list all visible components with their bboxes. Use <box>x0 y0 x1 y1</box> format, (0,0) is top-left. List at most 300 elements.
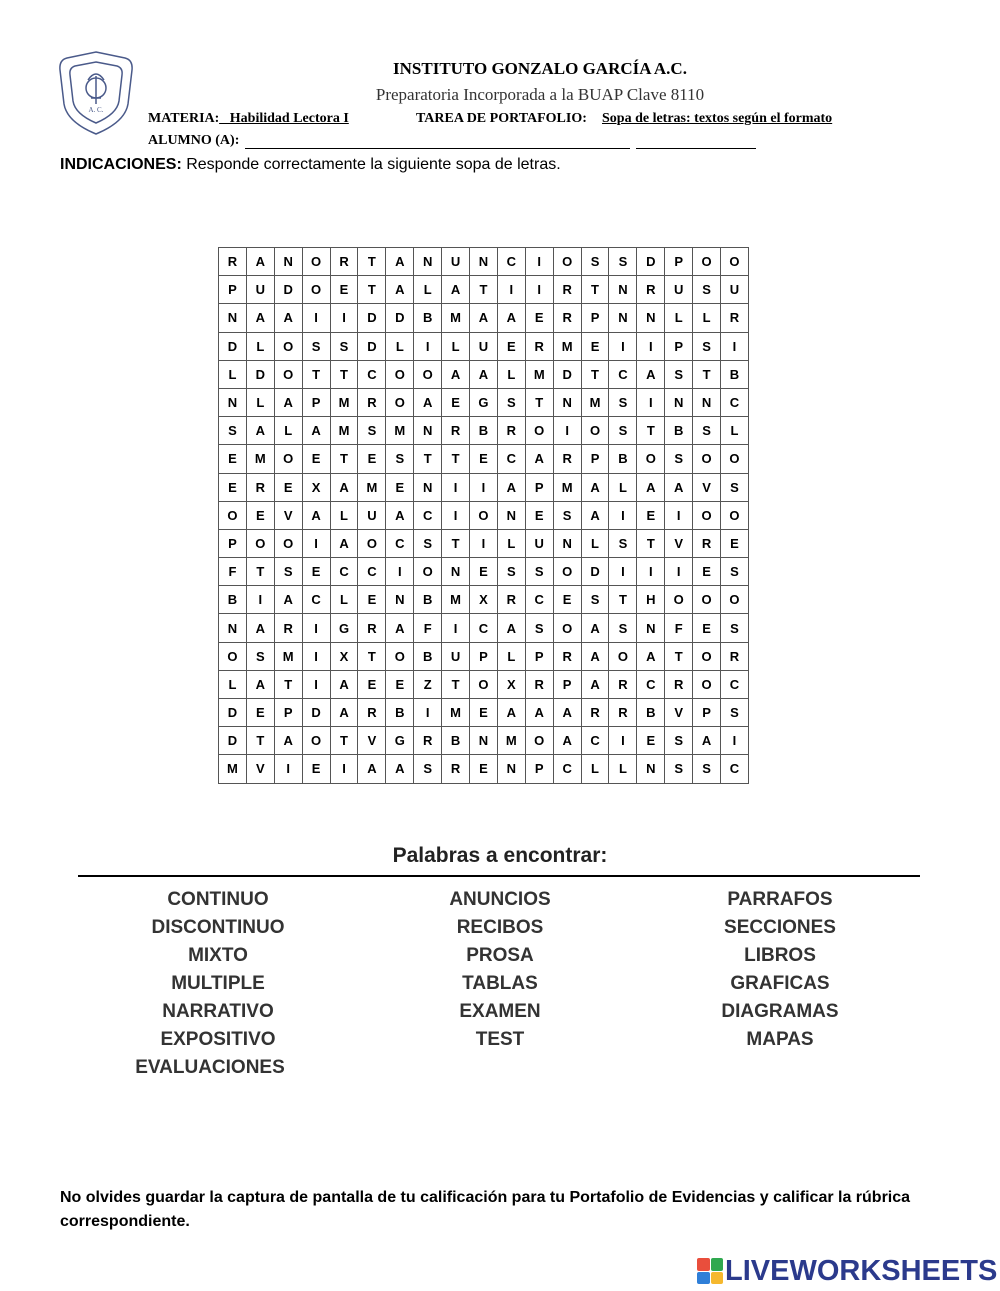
grid-cell[interactable]: A <box>497 614 525 642</box>
grid-cell[interactable]: T <box>330 727 358 755</box>
grid-cell[interactable]: O <box>721 248 749 276</box>
grid-cell[interactable]: P <box>470 642 498 670</box>
grid-cell[interactable]: S <box>665 360 693 388</box>
grid-cell[interactable]: E <box>219 445 247 473</box>
grid-cell[interactable]: S <box>665 727 693 755</box>
grid-cell[interactable]: M <box>358 473 386 501</box>
grid-cell[interactable]: D <box>219 727 247 755</box>
grid-cell[interactable]: I <box>609 501 637 529</box>
grid-cell[interactable]: P <box>693 699 721 727</box>
grid-cell[interactable]: S <box>525 614 553 642</box>
grid-cell[interactable]: M <box>442 699 470 727</box>
grid-cell[interactable]: L <box>609 755 637 783</box>
grid-cell[interactable]: D <box>358 332 386 360</box>
grid-cell[interactable]: N <box>553 388 581 416</box>
grid-cell[interactable]: L <box>330 501 358 529</box>
grid-cell[interactable]: N <box>497 501 525 529</box>
grid-cell[interactable]: A <box>581 501 609 529</box>
grid-cell[interactable]: A <box>637 642 665 670</box>
grid-cell[interactable]: A <box>274 586 302 614</box>
grid-cell[interactable]: N <box>609 304 637 332</box>
grid-cell[interactable]: L <box>330 586 358 614</box>
grid-cell[interactable]: S <box>609 614 637 642</box>
grid-cell[interactable]: A <box>470 360 498 388</box>
grid-cell[interactable]: A <box>637 473 665 501</box>
grid-cell[interactable]: M <box>274 642 302 670</box>
grid-cell[interactable]: M <box>442 586 470 614</box>
grid-cell[interactable]: T <box>693 360 721 388</box>
grid-cell[interactable]: T <box>442 670 470 698</box>
grid-cell[interactable]: R <box>442 417 470 445</box>
grid-cell[interactable]: N <box>414 417 442 445</box>
grid-cell[interactable]: D <box>637 248 665 276</box>
grid-cell[interactable]: N <box>553 529 581 557</box>
grid-cell[interactable]: N <box>637 304 665 332</box>
grid-cell[interactable]: T <box>302 360 330 388</box>
grid-cell[interactable]: R <box>721 642 749 670</box>
grid-cell[interactable]: B <box>414 642 442 670</box>
grid-cell[interactable]: L <box>581 755 609 783</box>
grid-cell[interactable]: I <box>246 586 274 614</box>
grid-cell[interactable]: P <box>553 670 581 698</box>
grid-cell[interactable]: C <box>302 586 330 614</box>
grid-cell[interactable]: P <box>219 276 247 304</box>
grid-cell[interactable]: O <box>553 248 581 276</box>
grid-cell[interactable]: O <box>470 501 498 529</box>
grid-cell[interactable]: E <box>302 445 330 473</box>
grid-cell[interactable]: T <box>665 642 693 670</box>
grid-cell[interactable]: T <box>330 445 358 473</box>
grid-cell[interactable]: V <box>665 699 693 727</box>
grid-cell[interactable]: R <box>609 670 637 698</box>
grid-cell[interactable]: M <box>330 417 358 445</box>
grid-cell[interactable]: U <box>470 332 498 360</box>
grid-cell[interactable]: M <box>553 332 581 360</box>
grid-cell[interactable]: T <box>414 445 442 473</box>
grid-cell[interactable]: I <box>274 755 302 783</box>
grid-cell[interactable]: S <box>219 417 247 445</box>
grid-cell[interactable]: I <box>302 304 330 332</box>
grid-cell[interactable]: S <box>721 558 749 586</box>
grid-cell[interactable]: S <box>693 755 721 783</box>
grid-cell[interactable]: C <box>470 614 498 642</box>
grid-cell[interactable]: S <box>581 248 609 276</box>
grid-cell[interactable]: I <box>414 699 442 727</box>
grid-cell[interactable]: U <box>246 276 274 304</box>
grid-cell[interactable]: N <box>497 755 525 783</box>
grid-cell[interactable]: T <box>358 248 386 276</box>
grid-cell[interactable]: I <box>470 529 498 557</box>
grid-cell[interactable]: O <box>693 248 721 276</box>
grid-cell[interactable]: V <box>274 501 302 529</box>
grid-cell[interactable]: U <box>721 276 749 304</box>
grid-cell[interactable]: E <box>246 501 274 529</box>
grid-cell[interactable]: A <box>330 699 358 727</box>
grid-cell[interactable]: M <box>246 445 274 473</box>
grid-cell[interactable]: P <box>581 304 609 332</box>
grid-cell[interactable]: R <box>665 670 693 698</box>
grid-cell[interactable]: M <box>497 727 525 755</box>
grid-cell[interactable]: E <box>470 558 498 586</box>
grid-cell[interactable]: N <box>442 558 470 586</box>
grid-cell[interactable]: A <box>386 501 414 529</box>
grid-cell[interactable]: I <box>665 501 693 529</box>
grid-cell[interactable]: R <box>525 332 553 360</box>
grid-cell[interactable]: C <box>414 501 442 529</box>
grid-cell[interactable]: O <box>470 670 498 698</box>
grid-cell[interactable]: P <box>525 755 553 783</box>
grid-cell[interactable]: R <box>219 248 247 276</box>
grid-cell[interactable]: A <box>637 360 665 388</box>
grid-cell[interactable]: E <box>386 670 414 698</box>
grid-cell[interactable]: F <box>665 614 693 642</box>
grid-cell[interactable]: S <box>525 558 553 586</box>
grid-cell[interactable]: C <box>637 670 665 698</box>
grid-cell[interactable]: E <box>358 670 386 698</box>
grid-cell[interactable]: I <box>525 248 553 276</box>
grid-cell[interactable]: A <box>497 304 525 332</box>
grid-cell[interactable]: I <box>330 755 358 783</box>
grid-cell[interactable]: E <box>637 727 665 755</box>
grid-cell[interactable]: I <box>442 473 470 501</box>
grid-cell[interactable]: R <box>497 417 525 445</box>
grid-cell[interactable]: O <box>274 445 302 473</box>
grid-cell[interactable]: A <box>442 276 470 304</box>
grid-cell[interactable]: B <box>470 417 498 445</box>
grid-cell[interactable]: I <box>609 332 637 360</box>
grid-cell[interactable]: A <box>525 699 553 727</box>
grid-cell[interactable]: A <box>246 304 274 332</box>
grid-cell[interactable]: O <box>302 248 330 276</box>
grid-cell[interactable]: L <box>609 473 637 501</box>
grid-cell[interactable]: R <box>553 276 581 304</box>
grid-cell[interactable]: A <box>665 473 693 501</box>
grid-cell[interactable]: A <box>386 276 414 304</box>
grid-cell[interactable]: S <box>721 473 749 501</box>
grid-cell[interactable]: N <box>414 473 442 501</box>
grid-cell[interactable]: U <box>358 501 386 529</box>
grid-cell[interactable]: E <box>525 501 553 529</box>
grid-cell[interactable]: O <box>414 360 442 388</box>
grid-cell[interactable]: I <box>637 558 665 586</box>
grid-cell[interactable]: B <box>721 360 749 388</box>
grid-cell[interactable]: A <box>581 473 609 501</box>
grid-cell[interactable]: E <box>386 473 414 501</box>
grid-cell[interactable]: R <box>553 445 581 473</box>
grid-cell[interactable]: S <box>246 642 274 670</box>
grid-cell[interactable]: I <box>721 727 749 755</box>
grid-cell[interactable]: L <box>414 276 442 304</box>
grid-cell[interactable]: T <box>246 558 274 586</box>
grid-cell[interactable]: P <box>219 529 247 557</box>
grid-cell[interactable]: R <box>330 248 358 276</box>
grid-cell[interactable]: I <box>442 614 470 642</box>
grid-cell[interactable]: I <box>609 558 637 586</box>
liveworksheets-logo[interactable] <box>697 1254 997 1288</box>
grid-cell[interactable]: R <box>693 529 721 557</box>
grid-cell[interactable]: R <box>609 699 637 727</box>
grid-cell[interactable]: U <box>525 529 553 557</box>
grid-cell[interactable]: T <box>246 727 274 755</box>
grid-cell[interactable]: O <box>553 558 581 586</box>
grid-cell[interactable]: I <box>721 332 749 360</box>
grid-cell[interactable]: R <box>553 304 581 332</box>
grid-cell[interactable]: L <box>693 304 721 332</box>
grid-cell[interactable]: B <box>414 304 442 332</box>
grid-cell[interactable]: I <box>637 388 665 416</box>
grid-cell[interactable]: P <box>274 699 302 727</box>
grid-cell[interactable]: L <box>274 417 302 445</box>
grid-cell[interactable]: D <box>358 304 386 332</box>
grid-cell[interactable]: O <box>414 558 442 586</box>
grid-cell[interactable]: B <box>665 417 693 445</box>
grid-cell[interactable]: L <box>442 332 470 360</box>
grid-cell[interactable]: O <box>246 529 274 557</box>
grid-cell[interactable]: C <box>358 558 386 586</box>
grid-cell[interactable]: T <box>358 642 386 670</box>
grid-cell[interactable]: E <box>693 614 721 642</box>
grid-cell[interactable]: R <box>358 614 386 642</box>
grid-cell[interactable]: U <box>665 276 693 304</box>
grid-cell[interactable]: O <box>274 332 302 360</box>
grid-cell[interactable]: I <box>302 614 330 642</box>
grid-cell[interactable]: S <box>693 332 721 360</box>
grid-cell[interactable]: O <box>721 445 749 473</box>
grid-cell[interactable]: R <box>414 727 442 755</box>
grid-cell[interactable]: R <box>358 388 386 416</box>
grid-cell[interactable]: I <box>442 501 470 529</box>
grid-cell[interactable]: R <box>497 586 525 614</box>
grid-cell[interactable]: S <box>721 614 749 642</box>
grid-cell[interactable]: A <box>553 699 581 727</box>
grid-cell[interactable]: E <box>470 755 498 783</box>
grid-cell[interactable]: N <box>470 727 498 755</box>
grid-cell[interactable]: I <box>665 558 693 586</box>
grid-cell[interactable]: C <box>330 558 358 586</box>
grid-cell[interactable]: L <box>219 360 247 388</box>
grid-cell[interactable]: B <box>386 699 414 727</box>
grid-cell[interactable]: I <box>497 276 525 304</box>
grid-cell[interactable]: O <box>302 727 330 755</box>
grid-cell[interactable]: A <box>386 755 414 783</box>
grid-cell[interactable]: V <box>358 727 386 755</box>
grid-cell[interactable]: C <box>721 755 749 783</box>
grid-cell[interactable]: S <box>302 332 330 360</box>
grid-cell[interactable]: T <box>442 529 470 557</box>
grid-cell[interactable]: S <box>665 445 693 473</box>
grid-cell[interactable]: S <box>609 529 637 557</box>
grid-cell[interactable]: T <box>525 388 553 416</box>
grid-cell[interactable]: O <box>693 445 721 473</box>
grid-cell[interactable]: O <box>386 388 414 416</box>
grid-cell[interactable]: A <box>330 473 358 501</box>
grid-cell[interactable]: L <box>386 332 414 360</box>
grid-cell[interactable]: A <box>274 727 302 755</box>
grid-cell[interactable]: C <box>525 586 553 614</box>
grid-cell[interactable]: A <box>581 642 609 670</box>
grid-cell[interactable]: A <box>386 248 414 276</box>
grid-cell[interactable]: O <box>693 586 721 614</box>
grid-cell[interactable]: A <box>470 304 498 332</box>
grid-cell[interactable]: I <box>414 332 442 360</box>
grid-cell[interactable]: T <box>581 360 609 388</box>
grid-cell[interactable]: T <box>330 360 358 388</box>
grid-cell[interactable]: R <box>721 304 749 332</box>
grid-cell[interactable]: O <box>274 360 302 388</box>
grid-cell[interactable]: R <box>274 614 302 642</box>
grid-cell[interactable]: L <box>246 388 274 416</box>
grid-cell[interactable]: E <box>637 501 665 529</box>
grid-cell[interactable]: O <box>581 417 609 445</box>
grid-cell[interactable]: X <box>470 586 498 614</box>
grid-cell[interactable]: N <box>274 248 302 276</box>
grid-cell[interactable]: E <box>358 586 386 614</box>
grid-cell[interactable]: L <box>497 529 525 557</box>
grid-cell[interactable]: N <box>414 248 442 276</box>
grid-cell[interactable]: D <box>302 699 330 727</box>
grid-cell[interactable]: O <box>358 529 386 557</box>
grid-cell[interactable]: D <box>581 558 609 586</box>
grid-cell[interactable]: D <box>274 276 302 304</box>
grid-cell[interactable]: G <box>470 388 498 416</box>
grid-cell[interactable]: E <box>358 445 386 473</box>
grid-cell[interactable]: A <box>497 699 525 727</box>
grid-cell[interactable]: E <box>246 699 274 727</box>
grid-cell[interactable]: R <box>358 699 386 727</box>
grid-cell[interactable]: O <box>609 642 637 670</box>
grid-cell[interactable]: P <box>665 248 693 276</box>
grid-cell[interactable]: O <box>219 642 247 670</box>
grid-cell[interactable]: S <box>609 388 637 416</box>
grid-cell[interactable]: O <box>274 529 302 557</box>
grid-cell[interactable]: S <box>414 529 442 557</box>
grid-cell[interactable]: N <box>386 586 414 614</box>
grid-cell[interactable]: I <box>637 332 665 360</box>
grid-cell[interactable]: I <box>609 727 637 755</box>
grid-cell[interactable]: L <box>497 360 525 388</box>
grid-cell[interactable]: V <box>693 473 721 501</box>
grid-cell[interactable]: P <box>665 332 693 360</box>
grid-cell[interactable]: A <box>442 360 470 388</box>
grid-cell[interactable]: D <box>386 304 414 332</box>
grid-cell[interactable]: B <box>219 586 247 614</box>
grid-cell[interactable]: A <box>330 670 358 698</box>
grid-cell[interactable]: E <box>693 558 721 586</box>
grid-cell[interactable]: I <box>470 473 498 501</box>
grid-cell[interactable]: D <box>246 360 274 388</box>
grid-cell[interactable]: V <box>665 529 693 557</box>
grid-cell[interactable]: O <box>553 614 581 642</box>
grid-cell[interactable]: S <box>693 417 721 445</box>
grid-cell[interactable]: E <box>525 304 553 332</box>
grid-cell[interactable]: S <box>693 276 721 304</box>
grid-cell[interactable]: A <box>302 417 330 445</box>
grid-cell[interactable]: I <box>302 642 330 670</box>
grid-cell[interactable]: A <box>581 614 609 642</box>
grid-cell[interactable]: O <box>386 360 414 388</box>
grid-cell[interactable]: E <box>330 276 358 304</box>
grid-cell[interactable]: N <box>219 304 247 332</box>
grid-cell[interactable]: M <box>330 388 358 416</box>
grid-cell[interactable]: S <box>609 248 637 276</box>
grid-cell[interactable]: E <box>274 473 302 501</box>
grid-cell[interactable]: E <box>219 473 247 501</box>
grid-cell[interactable]: E <box>497 332 525 360</box>
grid-cell[interactable]: C <box>721 388 749 416</box>
grid-cell[interactable]: N <box>637 755 665 783</box>
grid-cell[interactable]: S <box>358 417 386 445</box>
grid-cell[interactable]: A <box>246 417 274 445</box>
grid-cell[interactable]: S <box>665 755 693 783</box>
grid-cell[interactable]: L <box>246 332 274 360</box>
grid-cell[interactable]: S <box>386 445 414 473</box>
grid-cell[interactable]: X <box>302 473 330 501</box>
grid-cell[interactable]: T <box>442 445 470 473</box>
grid-cell[interactable]: Z <box>414 670 442 698</box>
grid-cell[interactable]: D <box>219 699 247 727</box>
grid-cell[interactable]: A <box>246 670 274 698</box>
grid-cell[interactable]: C <box>386 529 414 557</box>
grid-cell[interactable]: T <box>637 529 665 557</box>
grid-cell[interactable]: N <box>219 614 247 642</box>
grid-cell[interactable]: N <box>693 388 721 416</box>
grid-cell[interactable]: A <box>553 727 581 755</box>
grid-cell[interactable]: O <box>219 501 247 529</box>
grid-cell[interactable]: P <box>581 445 609 473</box>
grid-cell[interactable]: I <box>525 276 553 304</box>
grid-cell[interactable]: P <box>525 642 553 670</box>
grid-cell[interactable]: O <box>693 670 721 698</box>
grid-cell[interactable]: S <box>497 558 525 586</box>
grid-cell[interactable]: O <box>386 642 414 670</box>
grid-cell[interactable]: R <box>553 642 581 670</box>
grid-cell[interactable]: T <box>274 670 302 698</box>
grid-cell[interactable]: E <box>553 586 581 614</box>
grid-cell[interactable]: B <box>609 445 637 473</box>
grid-cell[interactable]: X <box>497 670 525 698</box>
grid-cell[interactable]: G <box>330 614 358 642</box>
grid-cell[interactable]: T <box>470 276 498 304</box>
grid-cell[interactable]: I <box>302 529 330 557</box>
grid-cell[interactable]: C <box>581 727 609 755</box>
grid-cell[interactable]: R <box>442 755 470 783</box>
grid-cell[interactable]: O <box>637 445 665 473</box>
grid-cell[interactable]: B <box>442 727 470 755</box>
grid-cell[interactable]: R <box>525 670 553 698</box>
grid-cell[interactable]: O <box>693 501 721 529</box>
grid-cell[interactable]: S <box>721 699 749 727</box>
grid-cell[interactable]: H <box>637 586 665 614</box>
grid-cell[interactable]: A <box>246 248 274 276</box>
grid-cell[interactable]: C <box>721 670 749 698</box>
grid-cell[interactable]: A <box>274 304 302 332</box>
grid-cell[interactable]: I <box>553 417 581 445</box>
grid-cell[interactable]: S <box>274 558 302 586</box>
grid-cell[interactable]: C <box>497 445 525 473</box>
grid-cell[interactable]: E <box>302 558 330 586</box>
grid-cell[interactable]: S <box>609 417 637 445</box>
grid-cell[interactable]: S <box>581 586 609 614</box>
grid-cell[interactable]: N <box>665 388 693 416</box>
grid-cell[interactable]: A <box>246 614 274 642</box>
grid-cell[interactable]: A <box>386 614 414 642</box>
grid-cell[interactable]: T <box>609 586 637 614</box>
grid-cell[interactable]: E <box>470 445 498 473</box>
grid-cell[interactable]: T <box>581 276 609 304</box>
grid-cell[interactable]: O <box>525 727 553 755</box>
grid-cell[interactable]: A <box>525 445 553 473</box>
grid-cell[interactable]: M <box>525 360 553 388</box>
